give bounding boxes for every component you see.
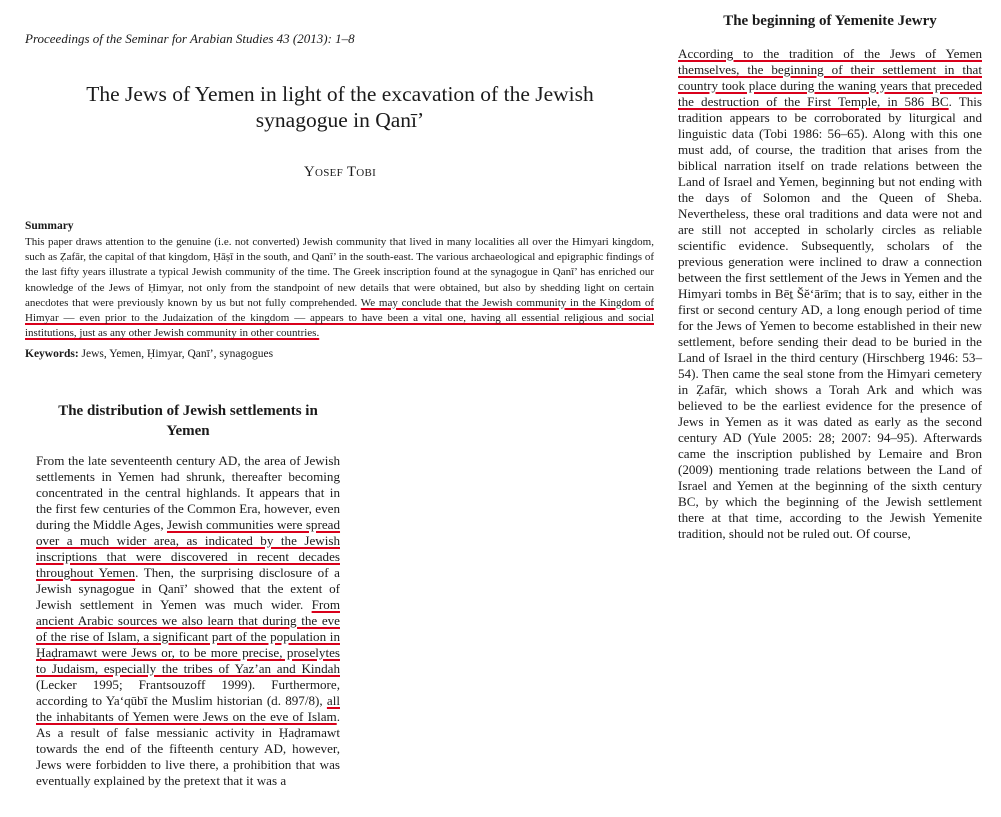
section-heading-beginning: The beginning of Yemenite Jewry — [723, 13, 937, 29]
body-text: . As a result of false messianic activity in Ḥaḍramawt towards the end of the fifteenth century AD, however, Jews were forbidden to live there, a prohibition that was eventually explained by the pretext that it was a — [36, 709, 340, 788]
author-name: Yosef Tobi — [303, 164, 377, 180]
summary-text: This paper draws attention to the genuine (i.e. not converted) Jewish community that lived in many localities all over the Himyari kingdom, such as Ẓafār, the capital of that kingdom, Ḥāṣī in the south, and Qanī’ in the south-east. The various archaeological and epigraphic findings of the last fifty years illustrate a typical Jewish community of the time. The Greek inscription found at the synagogue in Qanī’ has enriched our knowledge of the Jews of Ḥimyar, not only from the standpoint of new details that were obtained, but also by shedding light on certain anecdotes that were previously known by us but not fully comprehended. — [25, 236, 654, 309]
section-body-distribution — [36, 453, 340, 789]
keywords-label: Keywords: — [25, 348, 79, 360]
section-body-beginning — [678, 46, 983, 541]
body-text: . Then, the surprising disclosure of a Jewish synagogue in Qanī’ showed that the extent of Jewish settlement in Yemen was much wider. — [36, 565, 340, 612]
highlighted-text: According to the tradition of the Jews of Yemen themselves, the beginning of their settlement in that country took place during the waning years that preceded the destruction of the First Temple, in 586 BC — [678, 46, 982, 109]
highlighted-text: From ancient Arabic sources we also learn that during the eve of the rise of Islam, a significant part of the population in Ḥaḍramawt were Jews or, to be more precise, proselytes to Judaism, especially the tribes of Yaz’an and Kindah — [36, 597, 340, 676]
journal-citation: Proceedings of the Seminar for Arabian Studies 43 (2013): 1–8 — [25, 31, 355, 46]
keywords-text: Jews, Yemen, Ḥimyar, Qanī’, synagogues — [78, 348, 274, 360]
keywords-line — [25, 348, 273, 360]
body-text: (Lecker 1995; Frantsouzoff 1999). Furthermore, according to Ya‘qūbī the Muslim historian (d. 897/8), — [36, 677, 340, 708]
body-text: From the late seventeenth century AD, the area of Jewish settlements in Yemen had shrunk, thereafter becoming concentrated in the central highlands. It appears that in the first few centuries of the Common Era, however, even during the Middle Ages, — [36, 453, 340, 532]
highlighted-text: all the inhabitants of Yemen were Jews on the eve of Islam — [36, 693, 340, 724]
summary-highlighted-text: We may conclude that the Jewish community in the Kingdom of Himyar — even prior to the Judaization of the kingdom — appears to have been a vital one, having all essential religious and social institutions, just as any other Jewish community in other countries. — [25, 296, 654, 340]
section-heading-distribution: The distribution of Jewish settlements in Yemen — [58, 403, 318, 439]
highlighted-text: Jewish communities were spread over a much wider area, as indicated by the Jewish inscriptions that were discovered in recent decades throughout Yemen — [36, 517, 341, 580]
summary-heading: Summary — [25, 220, 74, 232]
body-text: . This tradition appears to be corroborated by liturgical and linguistic data (Tobi 1986: 56–65). Along with this one must add, of course, the tradition that arises from the biblical narration itself on trade relations between the Land of Israel and Yemen, beginning but not ending with the days of Solomon and the Queen of Sheba. Nevertheless, these oral traditions and data were not and are still not accepted in scholarly circles as reliable scientific evidence. Subsequently, scholars of the previous generation were inclined to draw a connection between the first settlement of the Jews in Yemen and the Himyari tombs in Bēṯ Šĕ‘ārīm; that is to say, either in the first or second century AD, a long enough period of time for the Jews of Yemen to become established in their new settlement, before sending their dead to be buried in the Land of Israel in the third century (Hirschberg 1946: 53–54). Then came the seal stone from the Himyari cemetery in Ẓafār, which shows a Torah Ark and which was believed to be the earliest evidence for the presence of Jews in Yemen as it was dated as early as the second century AD (Yule 2005: 28; 2007: 94–95). Afterwards came the inscription published by Lemaire and Bron (2009) mentioning trade relations between the Land of Israel and Yemen at the beginning of the sixth century BC, by which the beginning of the Jewish settlement there at that time, according to the Jewish Yemenite tradition, should not be ruled out. Of course, — [678, 94, 983, 541]
article-title: The Jews of Yemen in light of the excavation of the Jewish synagogue in Qanī’ — [86, 82, 594, 132]
summary-paragraph — [25, 235, 654, 341]
